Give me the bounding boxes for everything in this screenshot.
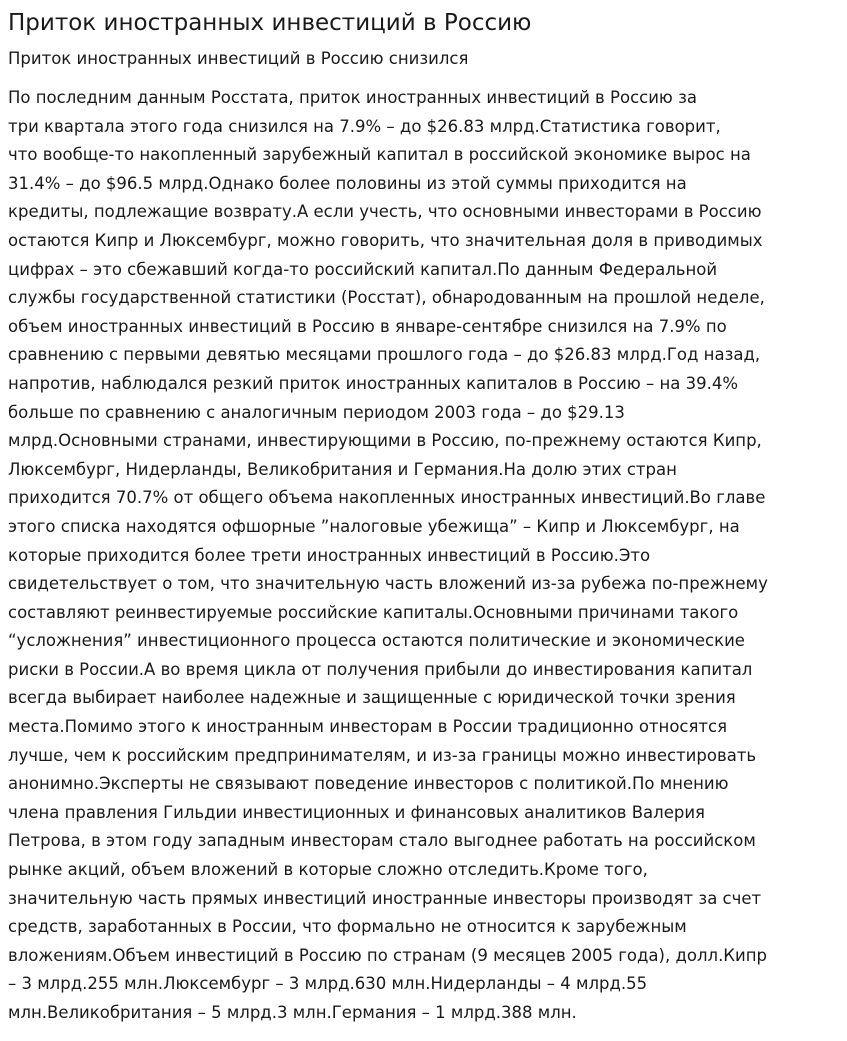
article-body-line: 31.4% – до $96.5 млрд.Однако более половины из этой суммы приходится на [8, 173, 687, 193]
article-body-line: рынке акций, объем вложений в которые сложно отследить.Кроме того, [8, 860, 648, 880]
article-body-line: члена правления Гильдии инвестиционных и финансовых аналитиков Валерия [8, 802, 705, 822]
article-title: Приток иностранных инвестиций в Россию [8, 10, 532, 36]
article-body-line: Петрова, в этом году западным инвесторам стало выгоднее работать на российском [8, 831, 756, 851]
article-body-line: напротив, наблюдался резкий приток иностранных капиталов в Россию – на 39.4% [8, 373, 739, 393]
article-subtitle: Приток иностранных инвестиций в Россию снизился [8, 49, 469, 68]
article-body-line: значительную часть прямых инвестиций иностранные инвесторы производят за счет [8, 888, 762, 908]
article-body-line: “усложнения” инвестиционного процесса остаются политические и экономические [8, 631, 745, 651]
article-body-line: которые приходится более трети иностранных инвестиций в Россию.Это [8, 545, 651, 565]
article-body-line: – 3 млрд.255 млн.Люксембург – 3 млрд.630 млн.Нидерланды – 4 млрд.55 [8, 974, 648, 994]
article-body-line: анонимно.Эксперты не связывают поведение инвесторов с политикой.По мнению [8, 774, 729, 794]
article-body-line: три квартала этого года снизился на 7.9% – до $26.83 млрд.Статистика говорит, [8, 116, 721, 136]
article-body-line: что вообще-то накопленный зарубежный капитал в российской экономике вырос на [8, 145, 751, 165]
article-body-line: приходится 70.7% от общего объема накопленных иностранных инвестиций.Во главе [8, 488, 766, 508]
article-body-line: объем иностранных инвестиций в Россию в январе-сентябре снизился на 7.9% по [8, 316, 727, 336]
article-body-line: службы государственной статистики (Росстат), обнародованным на прошлой неделе, [8, 288, 765, 308]
article-body-line: средств, заработанных в России, что формально не относится к зарубежным [8, 917, 687, 937]
article-body-line: цифрах – это сбежавший когда-то российский капитал.По данным Федеральной [8, 259, 718, 279]
article-body-line: составляют реинвестируемые российские капиталы.Основными причинами такого [8, 602, 739, 622]
article-body-line: риски в России.А во время цикла от получения прибыли до инвестирования капитал [8, 659, 753, 679]
article-body-line: больше по сравнению с аналогичным периодом 2003 года – до $29.13 [8, 402, 625, 422]
article-body-line: Люксембург, Нидерланды, Великобритания и Германия.На долю этих стран [8, 459, 677, 479]
article-body-line: кредиты, подлежащие возврату.А если учесть, что основными инвесторами в Россию [8, 202, 762, 222]
article-body-line: По последним данным Росстата, приток иностранных инвестиций в Россию за [8, 88, 697, 107]
article-body-line: всегда выбирает наиболее надежные и защищенные с юридической точки зрения [8, 688, 736, 708]
article-body-line: свидетельствует о том, что значительную часть вложений из-за рубежа по-прежнему [8, 574, 768, 594]
article-body-line: млн.Великобритания – 5 млрд.3 млн.Германия – 1 млрд.388 млн. [8, 1003, 577, 1022]
article-body-line: этого списка находятся офшорные ”налоговые убежища” – Кипр и Люксембург, на [8, 516, 740, 536]
article-body-line: места.Помимо этого к иностранным инвесторам в России традиционно относятся [8, 717, 728, 737]
article-body [8, 84, 842, 1028]
article-body-line: вложениям.Объем инвестиций в Россию по странам (9 месяцев 2005 года), долл.Кипр [8, 945, 768, 965]
article-body-line: лучше, чем к российским предпринимателям, и из-за границы можно инвестировать [8, 745, 757, 765]
article-body-line: млрд.Основными странами, инвестирующими в Россию, по-прежнему остаются Кипр, [8, 431, 762, 451]
article-body-line: сравнению с первыми девятью месяцами прошлого года – до $26.83 млрд.Год назад, [8, 345, 761, 365]
article-body-line: остаются Кипр и Люксембург, можно говорить, что значительная доля в приводимых [8, 230, 763, 250]
